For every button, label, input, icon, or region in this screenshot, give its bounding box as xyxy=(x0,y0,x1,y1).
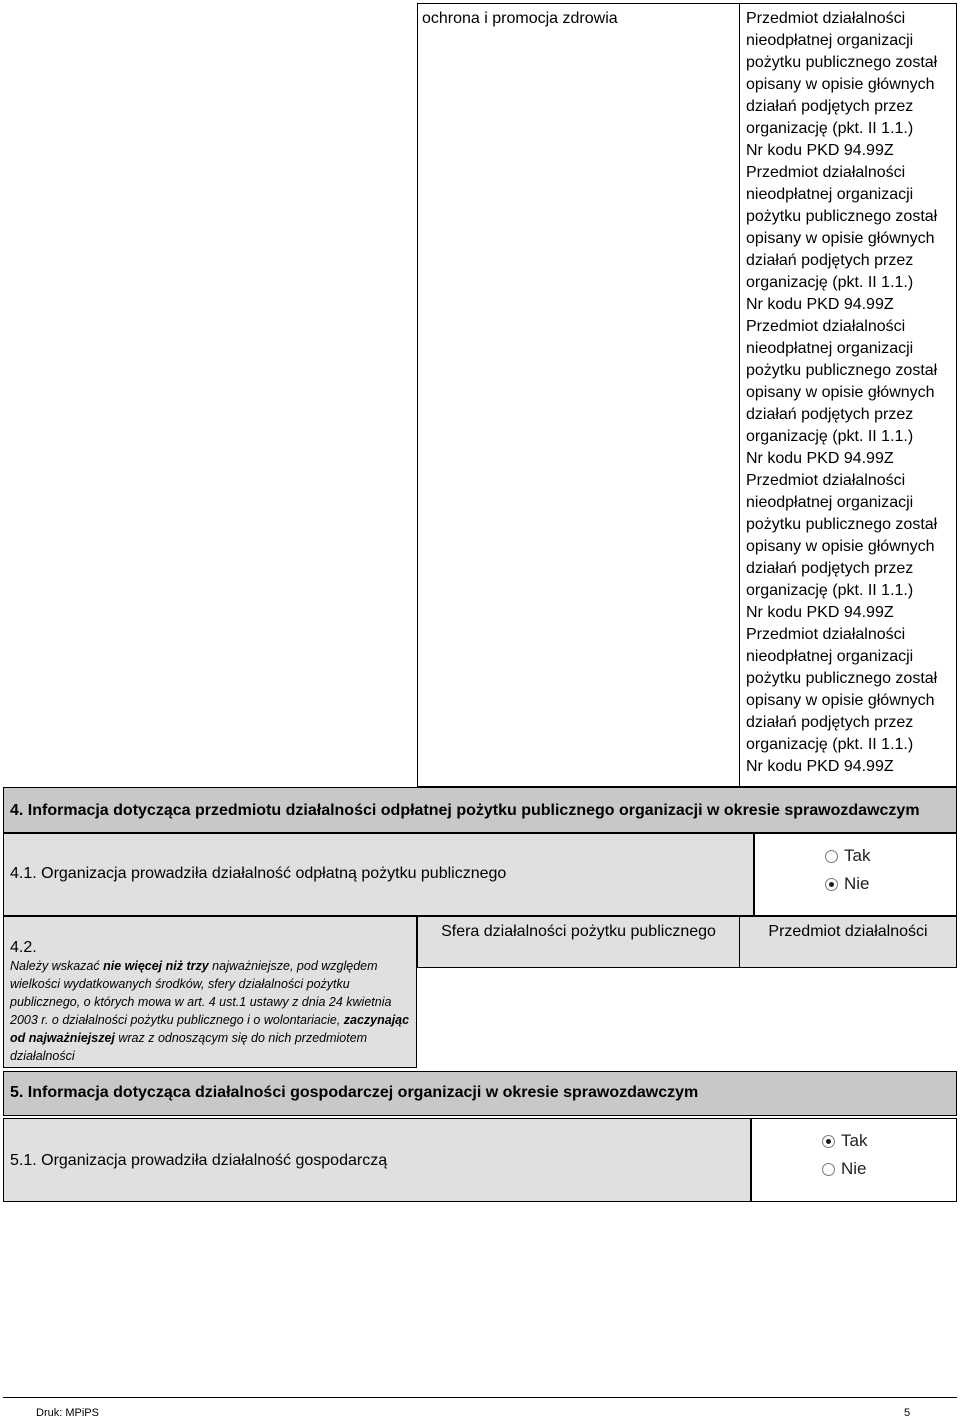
column-header-sphere-label: Sfera działalności pożytku publicznego xyxy=(441,923,716,940)
column-header-subject-label: Przedmiot działalności xyxy=(768,923,928,940)
desc-part: wraz z odnoszącym się do nich przedmiotem działalności xyxy=(10,1031,368,1063)
radio-button[interactable] xyxy=(825,850,838,863)
sphere-cell xyxy=(417,3,740,787)
pkd-code: Nr kodu PKD 94.99Z xyxy=(746,142,894,159)
question-4-1-radio-group xyxy=(754,833,957,916)
subject-text: Przedmiot działalności nieodpłatnej organizacji pożytku publicznego został opisany w opisie głównych działań podjętych przez organizację (pkt. II 1.1.) xyxy=(746,318,938,445)
question-5-1-radio-group xyxy=(751,1118,957,1202)
pkd-code: Nr kodu PKD 94.99Z xyxy=(746,296,894,313)
page-number: 5 xyxy=(904,1407,911,1419)
column-header-subject xyxy=(739,916,957,968)
question-5-1 xyxy=(3,1118,751,1202)
radio-button-selected[interactable] xyxy=(825,878,838,891)
desc-emphasis: nie więcej niż trzy xyxy=(103,959,209,973)
desc-part: najważniejsze, pod względem wielkości wydatkowanych środków, sfery działalności pożytku publicznego, o których mowa w art. 4 ust.1 ustawy z dnia 24 kwietnia 2003 r. o działalności pożytku publicznego i o wolontariacie, xyxy=(10,959,392,1027)
radio-label: Nie xyxy=(841,1159,867,1178)
footer-divider xyxy=(3,1397,957,1398)
subject-block xyxy=(746,316,950,470)
column-header-sphere xyxy=(417,916,740,968)
question-4-1 xyxy=(3,833,754,916)
question-4-2 xyxy=(3,916,417,1068)
question-5-1-label: 5.1. Organizacja prowadziła działalność gospodarczą xyxy=(10,1152,388,1169)
radio-option-tak[interactable] xyxy=(825,842,956,870)
subject-text: Przedmiot działalności nieodpłatnej organizacji pożytku publicznego został opisany w opisie głównych działań podjętych przez organizację (pkt. II 1.1.) xyxy=(746,10,938,137)
radio-label: Tak xyxy=(844,846,871,865)
subject-text: Przedmiot działalności nieodpłatnej organizacji pożytku publicznego został opisany w opisie głównych działań podjętych przez organizację (pkt. II 1.1.) xyxy=(746,472,938,599)
radio-option-nie[interactable] xyxy=(822,1155,956,1183)
section4-header xyxy=(3,787,957,833)
radio-button[interactable] xyxy=(822,1163,835,1176)
radio-option-tak[interactable] xyxy=(822,1127,956,1155)
pkd-code: Nr kodu PKD 94.99Z xyxy=(746,758,894,775)
subject-text: Przedmiot działalności nieodpłatnej organizacji pożytku publicznego został opisany w opisie głównych działań podjętych przez organizację (pkt. II 1.1.) xyxy=(746,164,938,291)
subject-cell xyxy=(739,3,957,787)
section5-header xyxy=(3,1071,957,1116)
pkd-code: Nr kodu PKD 94.99Z xyxy=(746,604,894,621)
subject-text: Przedmiot działalności nieodpłatnej organizacji pożytku publicznego został opisany w opisie głównych działań podjętych przez organizację (pkt. II 1.1.) xyxy=(746,626,938,753)
pkd-code: Nr kodu PKD 94.99Z xyxy=(746,450,894,467)
desc-part: Należy wskazać xyxy=(10,959,104,973)
subject-block xyxy=(746,624,950,778)
radio-label: Nie xyxy=(844,874,870,893)
desc-emphasis: zaczynając od najważniejszej xyxy=(10,1013,410,1045)
question-4-1-label: 4.1. Organizacja prowadziła działalność odpłatną pożytku publicznego xyxy=(10,865,507,882)
subject-block xyxy=(746,470,950,624)
footer-print-label: Druk: MPiPS xyxy=(36,1407,99,1419)
subject-block xyxy=(746,162,950,316)
radio-button-selected[interactable] xyxy=(822,1135,835,1148)
radio-option-nie[interactable] xyxy=(825,870,956,898)
sphere-text: ochrona i promocja zdrowia xyxy=(422,10,618,27)
radio-label: Tak xyxy=(841,1131,868,1150)
question-4-2-description xyxy=(10,957,410,1065)
subject-block xyxy=(746,8,950,162)
section4-title: 4. Informacja dotycząca przedmiotu działalności odpłatnej pożytku publicznego organizacji w okresie sprawozdawczym xyxy=(10,802,920,819)
section5-title: 5. Informacja dotycząca działalności gospodarczej organizacji w okresie sprawozdawczym xyxy=(10,1084,699,1101)
question-4-2-number: 4.2. xyxy=(10,939,37,956)
